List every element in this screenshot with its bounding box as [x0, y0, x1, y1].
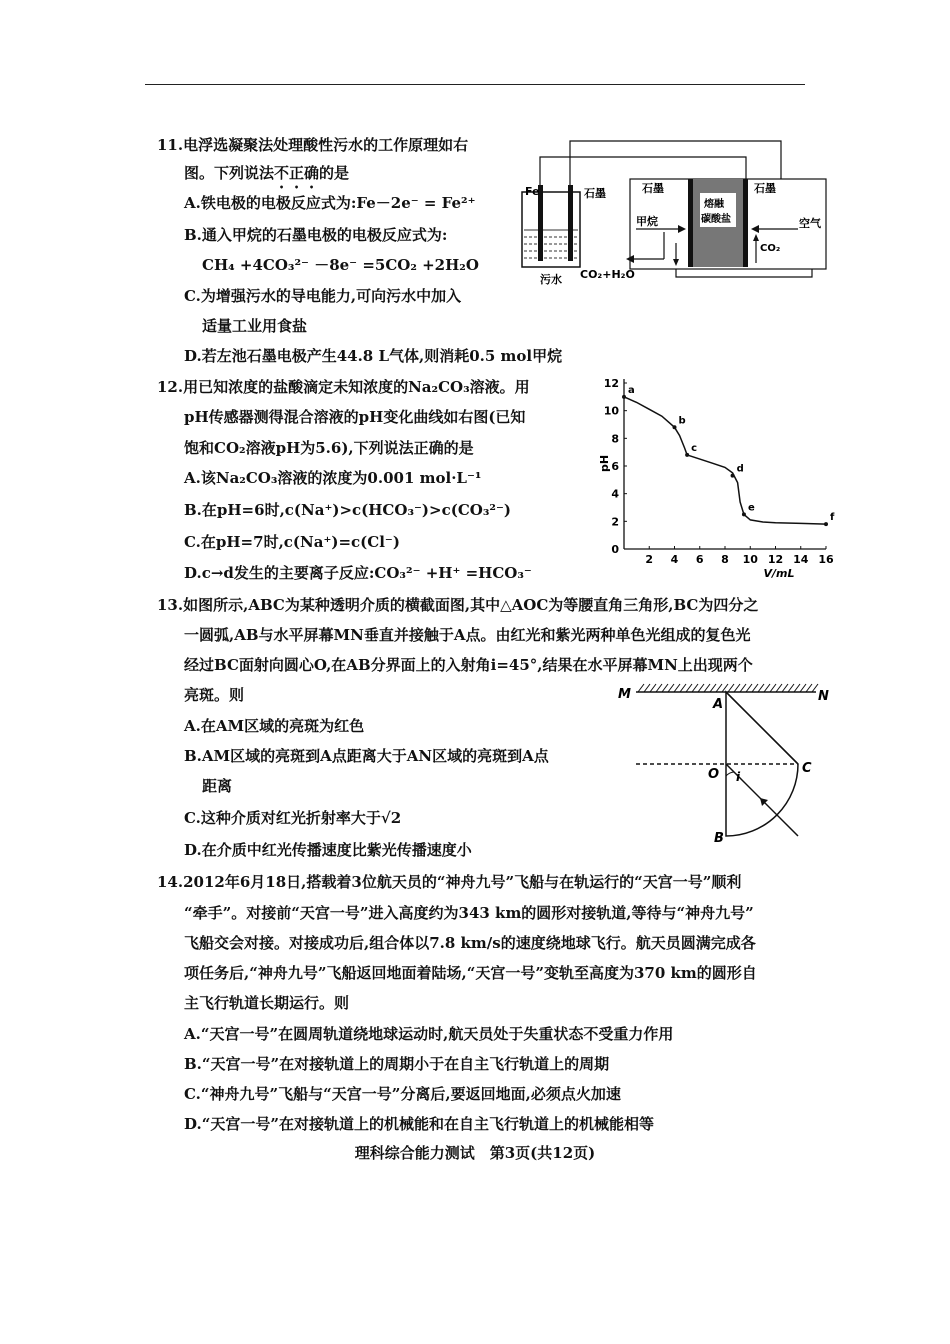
x-tick-label: 2: [645, 553, 654, 566]
q12-option-b: B.在pH=6时,c(Na⁺)>c(HCO₃⁻)>c(CO₃²⁻): [184, 501, 511, 519]
label-c: C: [802, 761, 812, 776]
y-tick-label: 8: [611, 432, 619, 446]
x-tick-label: 6: [695, 553, 704, 566]
methane-label: 甲烷: [636, 215, 658, 228]
y-tick-label: 12: [603, 377, 619, 390]
label-n: N: [818, 689, 829, 704]
point-f: [824, 522, 828, 526]
q12-stem-line1: 12.用已知浓度的盐酸滴定未知浓度的Na₂CO₃溶液。用: [157, 378, 530, 396]
y-tick-label: 0: [611, 543, 619, 556]
label-m: M: [618, 687, 631, 702]
q11-stem-line2: 图。下列说法不正确的是: [184, 164, 350, 182]
label-a: A: [713, 697, 724, 712]
molten-label: 熔融: [704, 199, 724, 210]
hypotenuse-ac: [726, 692, 798, 764]
q11-option-d: D.若左池石墨电极产生44.8 L气体,则消耗0.5 mol甲烷: [184, 347, 563, 365]
q14-option-d: D.“天宫一号”在对接轨道上的机械能和在自主飞行轨道上的机械能相等: [184, 1115, 654, 1133]
fe-label: Fe: [525, 185, 540, 198]
q12-stem-line3: 饱和CO₂溶液pH为5.6),下列说法正确的是: [184, 439, 474, 457]
q14-stem-line2: “牵手”。对接前“天宫一号”进入高度约为343 km的圆形对接轨道,等待与“神舟九号”: [184, 904, 754, 922]
graphite-label-2: 石墨: [642, 182, 664, 195]
q13-stem-line4: 亮斑。则: [184, 686, 245, 704]
point-e: [742, 512, 746, 516]
label-b: B: [714, 831, 724, 846]
point-label-e: e: [747, 502, 755, 514]
air-label: 空气: [799, 217, 821, 230]
label-o: O: [708, 767, 720, 782]
q14-option-c: C.“神舟九号”飞船与“天宫一号”分离后,要返回地面,必须点火加速: [184, 1085, 621, 1103]
x-tick-label: 12: [767, 553, 784, 566]
graphite-electrode-middle: [688, 179, 693, 267]
x-tick-label: 14: [793, 553, 809, 566]
point-label-b: b: [678, 415, 686, 427]
graphite-electrode-left: [568, 185, 573, 261]
q14-stem-line5: 主飞行轨道长期运行。则: [184, 994, 350, 1012]
x-tick-label: 8: [721, 553, 729, 566]
exhaust-label: CO₂+H₂O: [580, 268, 635, 281]
q14-stem-line1: 14.2012年6月18日,搭载着3位航天员的“神舟九号”飞船与在轨运行的“天宫一号”顺利: [157, 873, 742, 891]
chart-y-label: pH: [598, 454, 611, 472]
point-b: [673, 425, 677, 429]
q14-option-b: B.“天宫一号”在对接轨道上的周期小于在自主飞行轨道上的周期: [184, 1055, 610, 1073]
graphite-electrode-right: [743, 179, 748, 267]
point-d: [731, 474, 735, 478]
x-tick-label: 10: [742, 553, 758, 566]
q13-stem-line1: 13.如图所示,ABC为某种透明介质的横截面图,其中△AOC为等腰直角三角形,BC为四分之: [157, 596, 759, 614]
q12-option-c: C.在pH=7时,c(Na⁺)=c(Cl⁻): [184, 533, 400, 551]
q12-ph-titration-chart: [590, 373, 840, 588]
q13-stem-line3: 经过BC面射向圆心O,在AB分界面上的入射角i=45°,结果在水平屏幕MN上出现两个: [184, 656, 753, 674]
q14-stem-line4: 项任务后,“神舟九号”飞船返回地面着陆场,“天宫一号”变轨至高度为370 km的圆形自: [184, 964, 757, 982]
q11-option-b: B.通入甲烷的石墨电极的电极反应式为:: [184, 226, 448, 244]
q12-stem-line2: pH传感器测得混合溶液的pH变化曲线如右图(已知: [184, 408, 526, 426]
y-tick-label: 4: [611, 487, 619, 501]
q13-optics-diagram: [612, 678, 837, 848]
q13-stem-line2: 一圆弧,AB与水平屏幕MN垂直并接触于A点。由红光和紫光两种单色光组成的复色光: [184, 626, 751, 644]
co2-label: CO₂: [760, 243, 781, 254]
page-footer: 理科综合能力测试 第3页(共12页): [354, 1144, 596, 1162]
x-tick-label: 16: [818, 553, 834, 566]
q14-option-a: A.“天宫一号”在圆周轨道绕地球运动时,航天员处于失重状态不受重力作用: [184, 1025, 674, 1043]
point-c: [685, 453, 689, 457]
wastewater-label: 污水: [540, 273, 562, 286]
y-tick-label: 10: [603, 404, 619, 418]
graphite-label-3: 石墨: [754, 182, 776, 195]
carbonate-label: 碳酸盐: [701, 214, 731, 225]
q13-option-a: A.在AM区域的亮斑为红色: [184, 717, 365, 735]
q11-option-b-equation: CH₄ +4CO₃²⁻ －8e⁻ =5CO₂ +2H₂O: [202, 256, 479, 274]
q11-electrolysis-diagram: [518, 135, 830, 290]
x-tick-label: 4: [670, 553, 679, 566]
point-label-f: f: [830, 512, 835, 524]
ph-curve-line: [624, 397, 826, 524]
header-rule: [145, 84, 805, 85]
q11-option-c: C.为增强污水的导电能力,可向污水中加入: [184, 287, 462, 305]
chart-x-label: V/mL: [763, 567, 795, 580]
q12-option-a: A.该Na₂CO₃溶液的浓度为0.001 mol·L⁻¹: [184, 469, 482, 487]
label-i: i: [736, 770, 741, 784]
point-label-c: c: [691, 442, 698, 454]
q11-option-c-cont: 适量工业用食盐: [202, 317, 308, 335]
point-label-a: a: [628, 384, 635, 396]
y-tick-label: 2: [611, 515, 619, 529]
graphite-label-1: 石墨: [584, 187, 606, 200]
q13-option-b-cont: 距离: [202, 777, 233, 795]
q13-option-c: C.这种介质对红光折射率大于√2: [184, 809, 402, 827]
q14-stem-line3: 飞船交会对接。对接成功后,组合体以7.8 km/s的速度绕地球飞行。航天员圆满完成各: [184, 934, 756, 952]
q13-option-b: B.AM区域的亮斑到A点距离大于AN区域的亮斑到A点: [184, 747, 549, 765]
y-tick-label: 6: [611, 460, 619, 473]
point-label-d: d: [736, 463, 744, 475]
q12-option-d: D.c→d发生的主要离子反应:CO₃²⁻ +H⁺ =HCO₃⁻: [184, 564, 532, 582]
q11-option-a: A.铁电极的电极反应式为:Fe－2e⁻ = Fe²⁺: [184, 194, 476, 212]
point-a: [622, 395, 626, 399]
q13-option-d: D.在介质中红光传播速度比紫光传播速度小: [184, 841, 472, 859]
q11-stem-line1: 11.电浮选凝聚法处理酸性污水的工作原理如右: [157, 136, 469, 154]
